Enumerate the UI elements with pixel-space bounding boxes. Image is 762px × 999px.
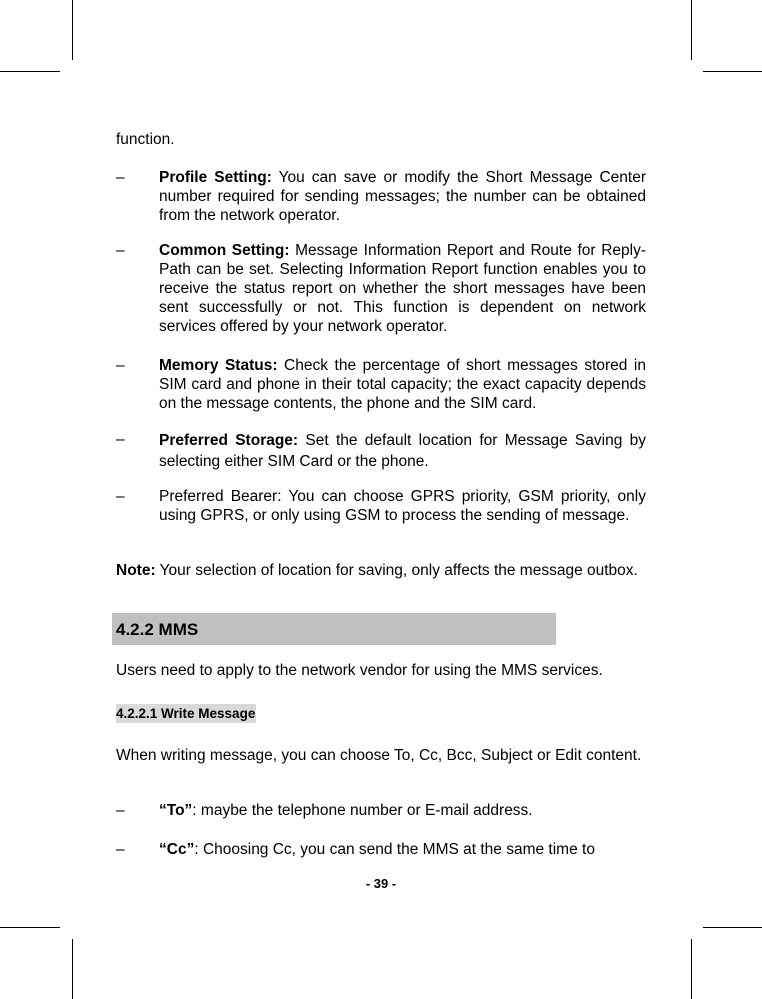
item-text: Message Information Report and Route for Reply-Path can be set. Selecting Information Report function enables you to receive the status report on whether the short messages have been sent successfully or not. This function is dependent on network services offered by your network operator. xyxy=(159,242,646,335)
list-item-preferred-storage xyxy=(116,430,646,472)
crop-mark-bottom-right-horizontal xyxy=(703,927,762,928)
crop-mark-top-left-vertical xyxy=(72,0,73,60)
item-text: You can save or modify the Short Message Center number required for sending messages; the number can be obtained from the network operator. xyxy=(159,169,646,224)
section-intro: Users need to apply to the network vendor for using the MMS services. xyxy=(116,662,603,679)
page-number: - 39 - xyxy=(365,876,397,891)
item-text: Set the default location for Message Saving by selecting either SIM Card or the phone. xyxy=(159,432,646,470)
list-item-memory-status xyxy=(116,356,646,413)
list-item-preferred-bearer xyxy=(116,487,646,525)
list-item-cc xyxy=(116,840,646,859)
crop-mark-top-right-vertical xyxy=(691,0,692,60)
subsection-intro: When writing message, you can choose To, Cc, Bcc, Subject or Edit content. xyxy=(116,747,642,764)
crop-mark-bottom-left-vertical xyxy=(72,939,73,999)
item-label: Memory Status: xyxy=(159,357,278,374)
item-text: Preferred Bearer: You can choose GPRS priority, GSM priority, only using GPRS, or only using GSM to process the sending of message. xyxy=(159,488,646,524)
crop-mark-bottom-left-horizontal xyxy=(0,927,60,928)
list-dash: – xyxy=(116,357,125,374)
list-dash: – xyxy=(116,169,125,186)
section-heading: 4.2.2 MMS xyxy=(116,620,199,639)
note-label: Note: xyxy=(116,562,156,579)
crop-mark-top-left-horizontal xyxy=(0,71,60,72)
list-dash: – xyxy=(116,802,125,819)
list-dash: – xyxy=(116,841,125,858)
note-paragraph xyxy=(116,561,646,580)
item-label: “To” xyxy=(159,802,193,819)
item-text: : Choosing Cc, you can send the MMS at the same time to xyxy=(194,841,595,858)
subsection-heading: 4.2.2.1 Write Message xyxy=(116,706,256,721)
item-label: Profile Setting: xyxy=(159,169,272,186)
item-label: Preferred Storage: xyxy=(159,432,299,449)
list-item-common-setting xyxy=(116,241,646,336)
list-dash: – xyxy=(116,242,125,259)
item-label: Common Setting: xyxy=(159,242,290,259)
item-text: Check the percentage of short messages stored in SIM card and phone in their total capacity; the exact capacity depends on the message contents, the phone and the SIM card. xyxy=(159,357,646,412)
list-dash: – xyxy=(116,431,125,448)
crop-mark-bottom-right-vertical xyxy=(691,939,692,999)
note-text: Your selection of location for saving, only affects the message outbox. xyxy=(155,562,638,579)
list-dash: – xyxy=(116,488,125,505)
item-text: : maybe the telephone number or E-mail address. xyxy=(192,802,533,819)
list-item-profile-setting xyxy=(116,168,646,225)
crop-mark-top-right-horizontal xyxy=(703,71,762,72)
list-item-to xyxy=(116,801,646,820)
item-label: “Cc” xyxy=(159,841,195,858)
intro-text: function. xyxy=(116,131,175,148)
